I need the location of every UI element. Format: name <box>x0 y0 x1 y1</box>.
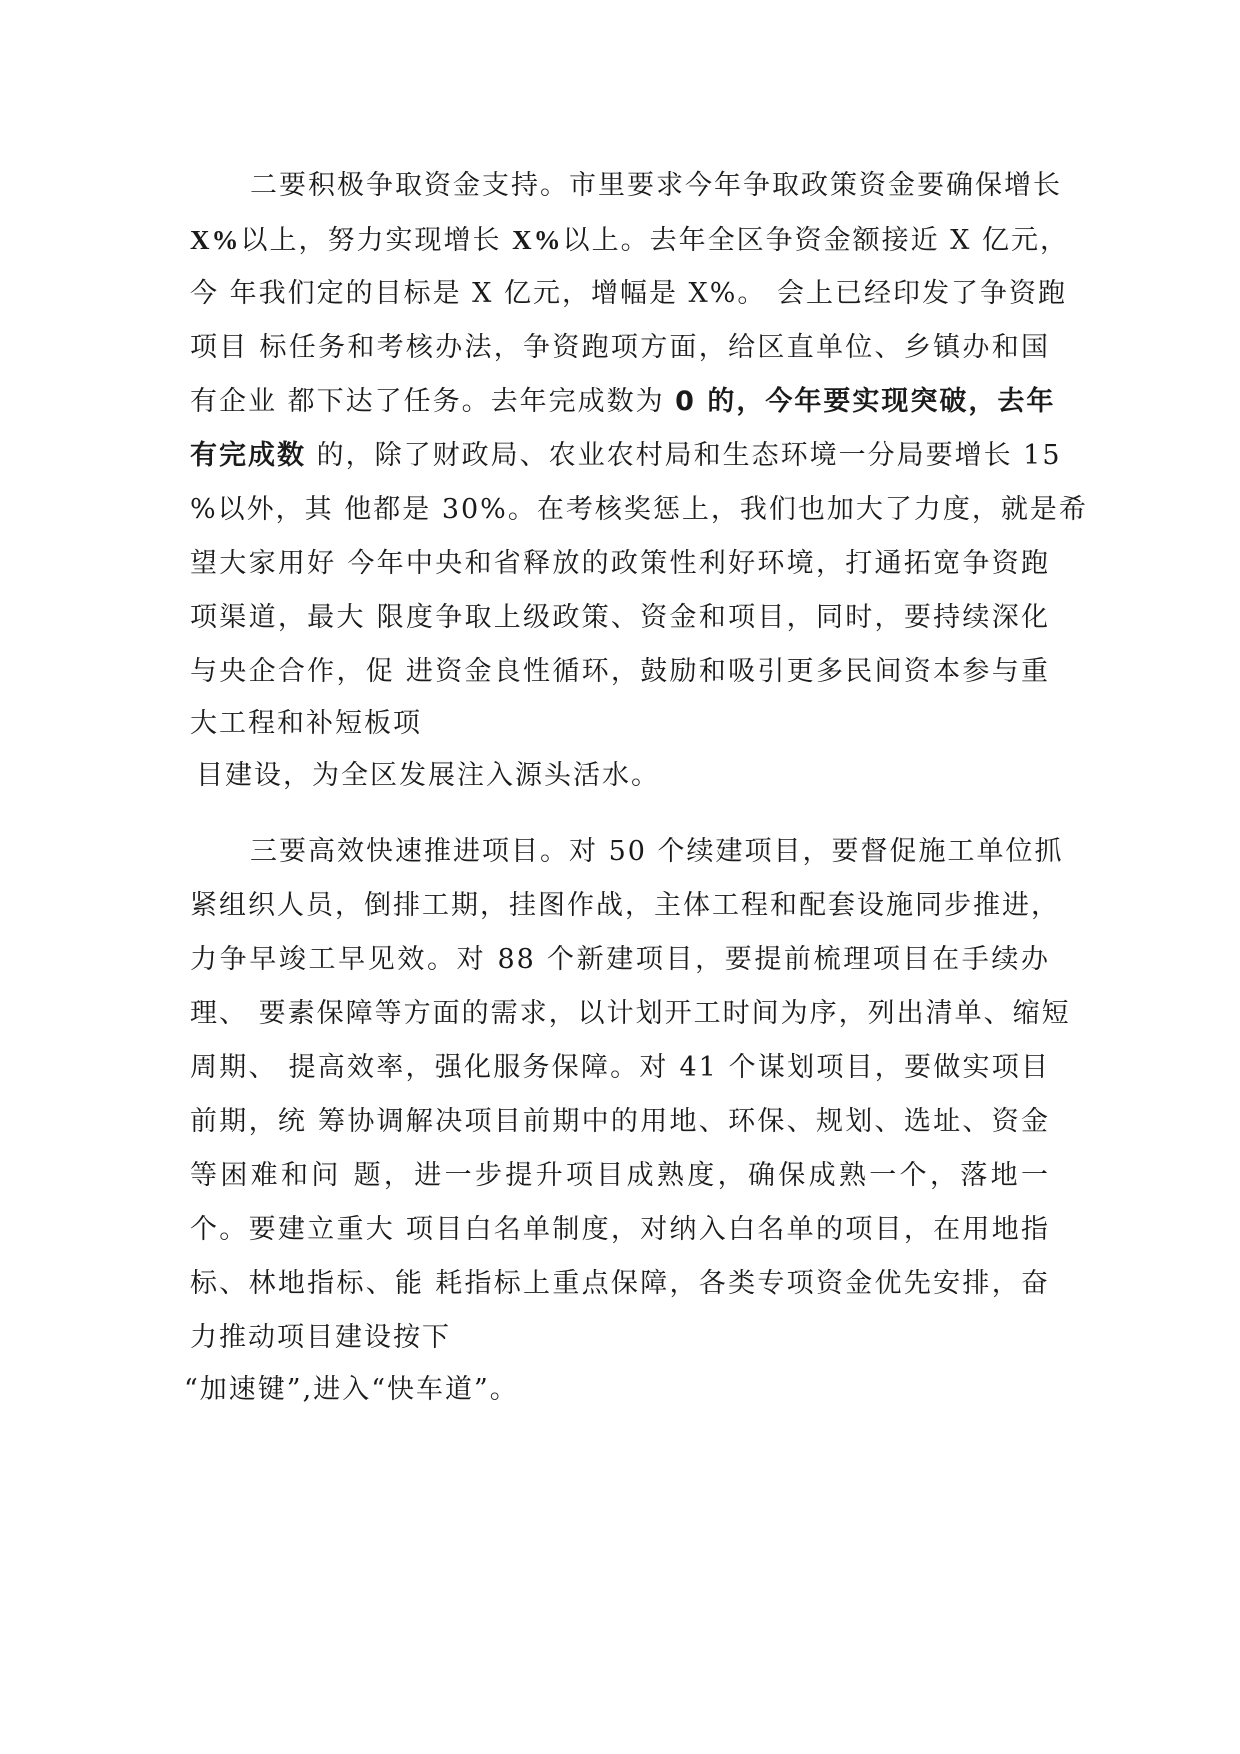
paragraph-line: 前期，统 筹协调解决项目前期中的用地、环保、规划、选址、资金 <box>190 1106 1050 1137</box>
paragraph-line: 有企业 都下达了任务。去年完成数为 0 的，今年要实现突破，去年 <box>190 386 1056 417</box>
paragraph-line: 与央企合作，促 进资金良性循环，鼓励和吸引更多民间资本参与重 <box>190 656 1050 687</box>
paragraph-line: 周期、 提高效率，强化服务保障。对 41 个谋划项目，要做实项目 <box>190 1052 1050 1083</box>
paragraph-line: 今 年我们定的目标是 X 亿元，增幅是 X%。 会上已经印发了争资跑 <box>190 278 1068 309</box>
paragraph-line: 力推动项目建设按下 <box>190 1322 451 1353</box>
paragraph-line: 等困难和问 题，进一步提升项目成熟度，确保成熟一个，落地一 <box>190 1160 1050 1191</box>
paragraph-line: 目建设，为全区发展注入源头活水。 <box>196 760 660 791</box>
paragraph-line: 三要高效快速推进项目。对 50 个续建项目，要督促施工单位抓 <box>250 836 1064 867</box>
paragraph-line: 力争早竣工早见效。对 88 个新建项目，要提前梳理项目在手续办 <box>190 944 1050 975</box>
paragraph-line: 大工程和补短板项 <box>190 708 422 739</box>
paragraph-line: 二要积极争取资金支持。市里要求今年争取政策资金要确保增长 <box>250 170 1062 201</box>
paragraph-line: 理、 要素保障等方面的需求，以计划开工时间为序，列出清单、缩短 <box>190 998 1071 1029</box>
paragraph-line: 个。要建立重大 项目白名单制度，对纳入白名单的项目，在用地指 <box>190 1214 1050 1245</box>
paragraph-line: 紧组织人员，倒排工期，挂图作战，主体工程和配套设施同步推进， <box>190 890 1060 921</box>
paragraph-line: 项目 标任务和考核办法，争资跑项方面，给区直单位、乡镇办和国 <box>190 332 1050 363</box>
paragraph-line: 项渠道，最大 限度争取上级政策、资金和项目，同时，要持续深化 <box>190 602 1050 633</box>
paragraph-line: “加速键”,进入“快车道”。 <box>184 1374 519 1405</box>
paragraph-line: 有完成数 的，除了财政局、农业农村局和生态环境一分局要增长 15 <box>190 440 1062 471</box>
paragraph-line: %以外，其 他都是 30%。在考核奖惩上，我们也加大了力度，就是希 <box>190 494 1088 525</box>
paragraph-line: X%以上，努力实现增长 X%以上。去年全区争资金额接近 X 亿元， <box>190 225 1069 256</box>
paragraph-line: 标、林地指标、能 耗指标上重点保障，各类专项资金优先安排，奋 <box>190 1268 1050 1299</box>
paragraph-line: 望大家用好 今年中央和省释放的政策性利好环境，打通拓宽争资跑 <box>190 548 1050 579</box>
